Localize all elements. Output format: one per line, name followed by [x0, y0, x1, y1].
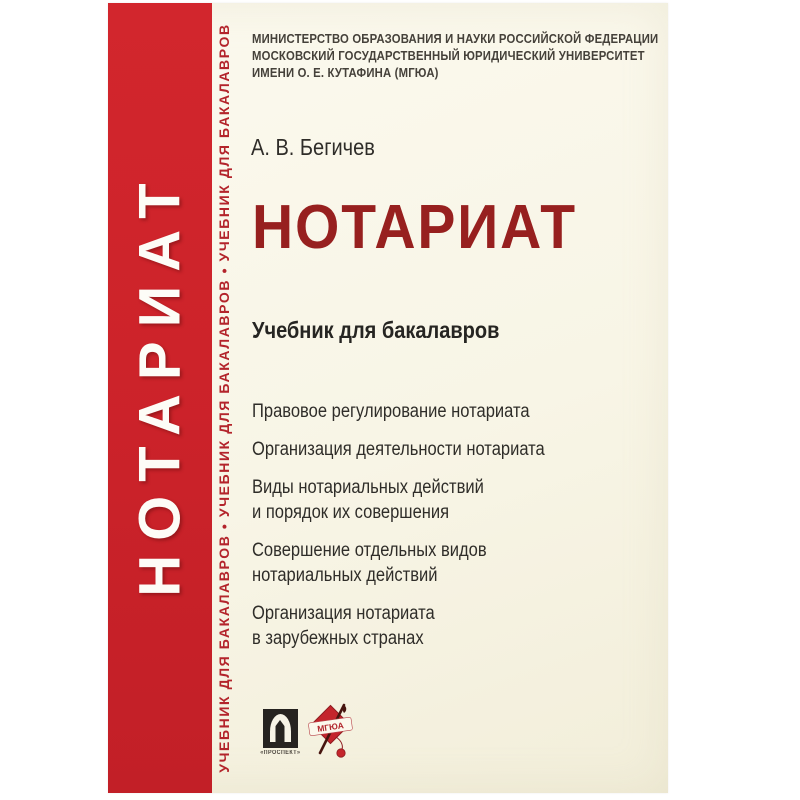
- header-line: ИМЕНИ О. Е. КУТАФИНА (МГЮА): [252, 65, 439, 80]
- author-name: А. В. Бегичев: [251, 134, 375, 160]
- publisher-label: «ПРОСПЕКТ»: [260, 750, 301, 756]
- book-title: НОТАРИАТ: [252, 193, 577, 262]
- spine-title-area: [108, 3, 212, 763]
- publisher-logo: [258, 709, 302, 756]
- spine-tagline: УЧЕБНИК ДЛЯ БАКАЛАВРОВ • УЧЕБНИК ДЛЯ БАКАЛАВРОВ • УЧЕБНИК ДЛЯ БАКАЛАВРОВ: [216, 23, 232, 773]
- topic-item: Организация деятельности нотариата: [252, 439, 545, 460]
- spine-tagline-area: [200, 3, 248, 793]
- mgua-stamp-icon: [306, 701, 356, 765]
- spine-title: НОТАРИАТ: [127, 169, 193, 597]
- topic-item: Совершение отдельных видов нотариальных действий: [252, 540, 487, 586]
- mgua-emblem-text: МГЮА: [316, 720, 345, 734]
- topics-list: [252, 399, 588, 664]
- book-subtitle: Учебник для бакалавров: [252, 317, 500, 343]
- spine-band: [108, 3, 212, 793]
- topic-item: Правовое регулирование нотариата: [252, 401, 530, 422]
- university-header: [252, 30, 719, 81]
- topic-item: Виды нотариальных действий и порядок их совершения: [252, 477, 484, 523]
- topic-item: Организация нотариата в зарубежных странах: [252, 603, 435, 649]
- prospekt-gate-icon: [263, 709, 298, 748]
- book-cover: [108, 3, 668, 793]
- header-line: МИНИСТЕРСТВО ОБРАЗОВАНИЯ И НАУКИ РОССИЙСКОЙ ФЕДЕРАЦИИ: [252, 31, 659, 46]
- header-line: МОСКОВСКИЙ ГОСУДАРСТВЕННЫЙ ЮРИДИЧЕСКИЙ УНИВЕРСИТЕТ: [252, 48, 645, 63]
